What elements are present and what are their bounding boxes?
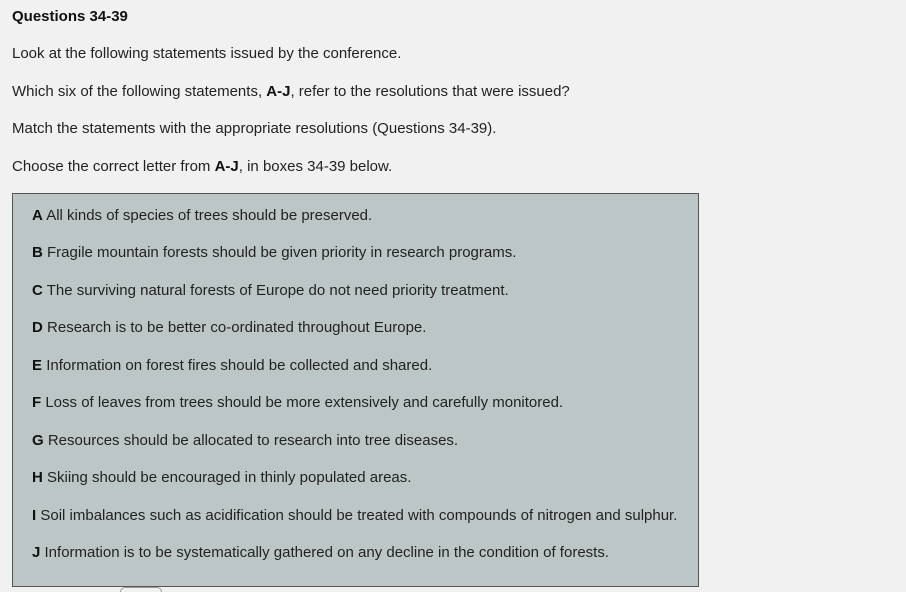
instruction-line-4-pre: Choose the correct letter from <box>12 158 215 175</box>
instruction-line-2 <box>12 83 570 100</box>
statement-i <box>32 507 677 524</box>
statements-box <box>12 193 699 587</box>
statement-text: All kinds of species of trees should be preserved. <box>46 207 373 224</box>
statement-b <box>32 244 516 261</box>
statement-j <box>32 544 609 561</box>
statement-h <box>32 469 411 486</box>
statement-text: Skiing should be encouraged in thinly populated areas. <box>47 469 412 486</box>
statement-letter: B <box>32 244 43 261</box>
statement-letter: I <box>32 507 37 524</box>
instruction-line-2-range: A-J <box>266 83 291 100</box>
statement-f <box>32 394 563 411</box>
instruction-line-2-pre: Which six of the following statements, <box>12 83 267 100</box>
statement-letter: A <box>32 207 43 224</box>
instruction-line-4-post: , in boxes 34-39 below. <box>238 158 393 175</box>
statement-g <box>32 432 458 449</box>
statement-letter: F <box>32 394 42 411</box>
partial-input-box[interactable] <box>120 587 162 592</box>
statement-text: Loss of leaves from trees should be more extensively and carefully monitored. <box>45 394 564 411</box>
instruction-line-3: Match the statements with the appropriate resolutions (Questions 34-39). <box>12 120 497 137</box>
statement-e <box>32 357 432 374</box>
statement-letter: E <box>32 357 43 374</box>
statement-letter: C <box>32 282 43 299</box>
statement-letter: G <box>32 432 44 449</box>
questions-heading: Questions 34-39 <box>12 8 128 25</box>
statement-letter: J <box>32 544 41 561</box>
instruction-line-4-range: A-J <box>214 158 239 175</box>
statement-text: Information is to be systematically gathered on any decline in the condition of forests. <box>44 544 609 561</box>
statement-c <box>32 282 509 299</box>
statement-letter: D <box>32 319 43 336</box>
instruction-line-4 <box>12 158 392 175</box>
statement-letter: H <box>32 469 43 486</box>
statement-a <box>32 207 372 224</box>
statement-text: Soil imbalances such as acidification should be treated with compounds of nitrogen and sulphur. <box>40 507 678 524</box>
statement-text: Information on forest fires should be collected and shared. <box>46 357 433 374</box>
statement-text: Fragile mountain forests should be given priority in research programs. <box>47 244 517 261</box>
instruction-line-2-post: , refer to the resolutions that were issued? <box>290 83 570 100</box>
statement-text: Resources should be allocated to research into tree diseases. <box>47 432 459 449</box>
instruction-line-1: Look at the following statements issued by the conference. <box>12 45 402 62</box>
statement-text: The surviving natural forests of Europe do not need priority treatment. <box>46 282 509 299</box>
statement-d <box>32 319 426 336</box>
statement-text: Research is to be better co-ordinated throughout Europe. <box>47 319 427 336</box>
